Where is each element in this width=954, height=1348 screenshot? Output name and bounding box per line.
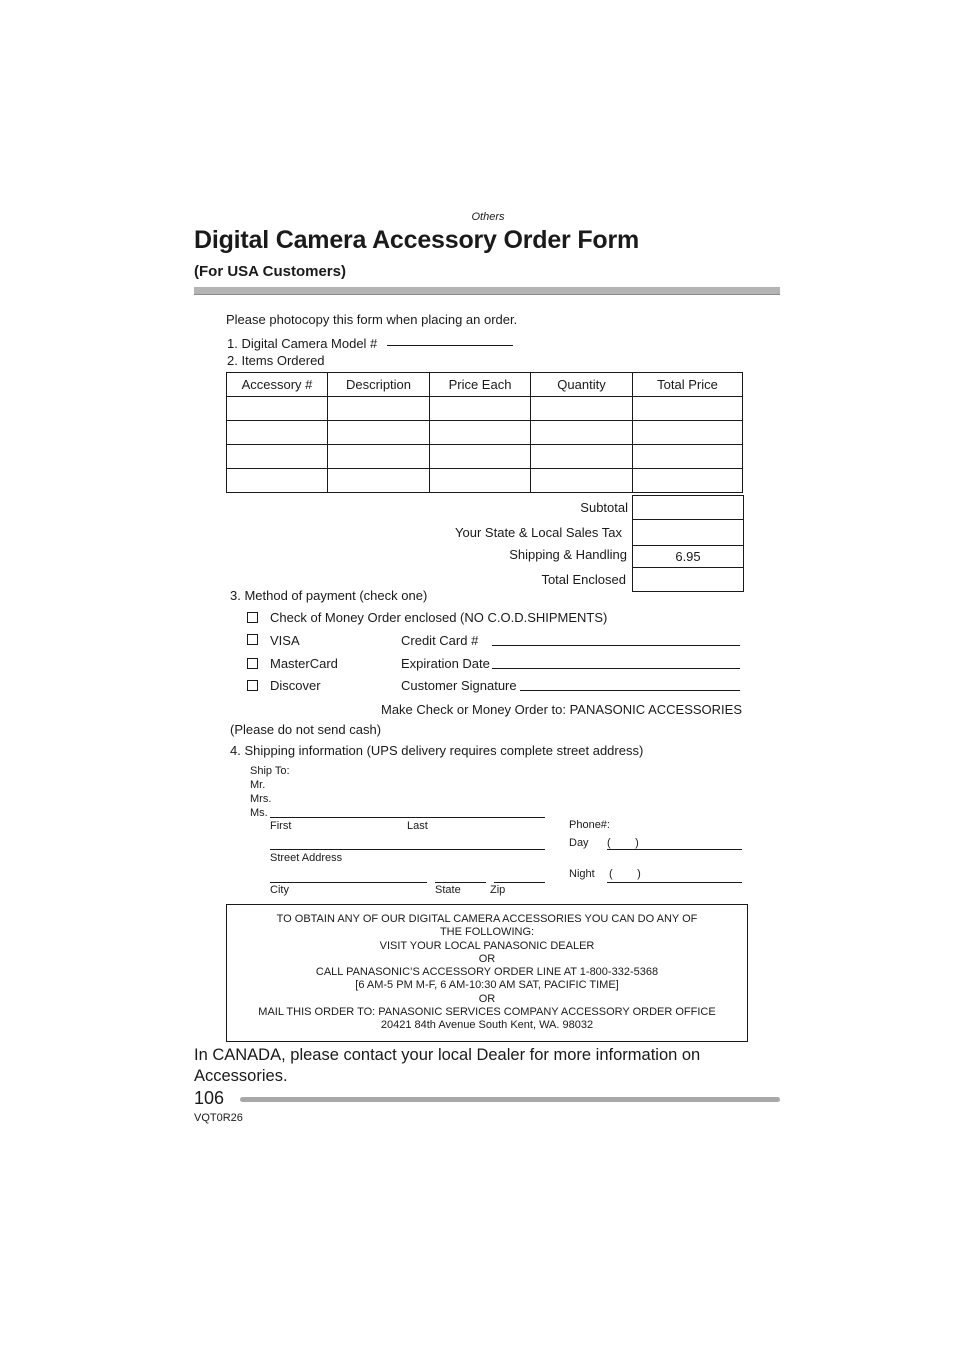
- document-code: VQT0R26: [194, 1112, 243, 1124]
- title-mrs: Mrs.: [250, 793, 272, 805]
- table-row: [227, 469, 743, 493]
- table-cell[interactable]: [531, 421, 633, 445]
- table-cell[interactable]: [430, 397, 531, 421]
- info-line: CALL PANASONIC’S ACCESSORY ORDER LINE AT 1-800-332-5368: [315, 966, 659, 979]
- title-mr: Mr.: [250, 779, 266, 791]
- table-cell[interactable]: [633, 397, 743, 421]
- table-cell[interactable]: [227, 397, 328, 421]
- col-price-each: Price Each: [430, 373, 531, 397]
- col-quantity: Quantity: [531, 373, 633, 397]
- info-line: 20421 84th Avenue South Kent, WA. 98032: [380, 1019, 594, 1032]
- page-title: Digital Camera Accessory Order Form: [194, 226, 640, 254]
- first-name-label: First: [270, 820, 292, 832]
- table-cell[interactable]: [328, 421, 430, 445]
- table-row: [227, 397, 743, 421]
- info-line: VISIT YOUR LOCAL PANASONIC DEALER: [379, 939, 595, 952]
- table-cell[interactable]: [633, 421, 743, 445]
- table-cell[interactable]: [430, 445, 531, 469]
- items-table: [226, 372, 743, 493]
- subtotal-box[interactable]: [632, 495, 744, 520]
- subtotal-label: Subtotal: [580, 500, 628, 515]
- shipping-label: Shipping & Handling: [509, 547, 627, 562]
- footer-rule: [240, 1097, 780, 1102]
- credit-card-label: Credit Card #: [401, 633, 479, 648]
- night-phone-field[interactable]: [607, 882, 742, 883]
- day-phone-field[interactable]: [607, 849, 742, 850]
- no-cash-note: (Please do not send cash): [230, 722, 382, 737]
- table-cell[interactable]: [227, 421, 328, 445]
- total-box[interactable]: [632, 567, 744, 592]
- page-number: 106: [194, 1088, 225, 1108]
- night-phone-label: Night: [569, 868, 595, 880]
- info-line: MAIL THIS ORDER TO: PANASONIC SERVICES COMPANY ACCESSORY ORDER OFFICE: [258, 1006, 716, 1019]
- expiration-date-field[interactable]: [492, 668, 740, 669]
- info-line: THE FOLLOWING:: [439, 926, 535, 939]
- model-field[interactable]: [387, 345, 513, 346]
- night-phone-paren: ( ): [609, 868, 641, 880]
- table-row: [227, 421, 743, 445]
- customer-signature-label: Customer Signature: [401, 678, 517, 693]
- section-label: Others: [471, 211, 505, 223]
- zip-field[interactable]: [494, 882, 545, 883]
- tax-label: Your State & Local Sales Tax: [455, 525, 622, 540]
- visa-label: VISA: [270, 633, 300, 648]
- check-money-order-label: Check of Money Order enclosed (NO C.O.D.SHIPMENTS): [270, 610, 608, 625]
- discover-label: Discover: [270, 678, 321, 693]
- table-cell[interactable]: [328, 397, 430, 421]
- tax-box[interactable]: [632, 519, 744, 546]
- check-money-order-checkbox[interactable]: [247, 612, 258, 623]
- info-line: [6 AM-5 PM M-F, 6 AM-10:30 AM SAT, PACIFIC TIME]: [355, 979, 619, 992]
- table-cell[interactable]: [227, 445, 328, 469]
- mastercard-label: MasterCard: [270, 656, 338, 671]
- table-cell[interactable]: [531, 397, 633, 421]
- info-line: OR: [478, 952, 496, 965]
- col-total-price: Total Price: [633, 373, 743, 397]
- street-address-field[interactable]: [270, 849, 545, 850]
- ordering-info-box: [226, 904, 748, 1042]
- col-description: Description: [328, 373, 430, 397]
- table-header-row: [227, 373, 743, 397]
- table-row: [227, 445, 743, 469]
- payment-label: 3. Method of payment (check one): [230, 588, 428, 603]
- page-subtitle: (For USA Customers): [194, 263, 346, 280]
- title-rule: [194, 287, 780, 295]
- city-label: City: [270, 884, 289, 896]
- photocopy-note: Please photocopy this form when placing an order.: [226, 312, 518, 327]
- table-cell[interactable]: [430, 469, 531, 493]
- table-cell[interactable]: [633, 445, 743, 469]
- mastercard-checkbox[interactable]: [247, 658, 258, 669]
- table-cell[interactable]: [328, 469, 430, 493]
- model-label: 1. Digital Camera Model #: [227, 336, 378, 351]
- info-line: OR: [478, 992, 496, 1005]
- table-cell[interactable]: [227, 469, 328, 493]
- state-field[interactable]: [435, 882, 486, 883]
- discover-checkbox[interactable]: [247, 680, 258, 691]
- state-label: State: [435, 884, 461, 896]
- zip-label: Zip: [490, 884, 506, 896]
- customer-signature-field[interactable]: [520, 690, 740, 691]
- credit-card-field[interactable]: [492, 645, 740, 646]
- city-field[interactable]: [270, 882, 427, 883]
- visa-checkbox[interactable]: [247, 634, 258, 645]
- canada-note: In CANADA, please contact your local Dealer for more information on Accessories.: [194, 1046, 701, 1085]
- shipping-value: 6.95: [632, 545, 744, 568]
- day-phone-paren: ( ): [607, 837, 639, 849]
- items-label: 2. Items Ordered: [227, 353, 325, 368]
- last-name-label: Last: [407, 820, 428, 832]
- table-cell[interactable]: [531, 445, 633, 469]
- phone-label: Phone#:: [569, 819, 610, 831]
- table-cell[interactable]: [430, 421, 531, 445]
- table-cell[interactable]: [633, 469, 743, 493]
- table-cell[interactable]: [531, 469, 633, 493]
- table-cell[interactable]: [328, 445, 430, 469]
- info-line: TO OBTAIN ANY OF OUR DIGITAL CAMERA ACCESSORIES YOU CAN DO ANY OF: [276, 913, 698, 925]
- expiration-date-label: Expiration Date: [401, 656, 490, 671]
- name-field[interactable]: [270, 817, 545, 818]
- day-phone-label: Day: [569, 837, 589, 849]
- total-label: Total Enclosed: [541, 572, 626, 587]
- street-address-label: Street Address: [270, 852, 343, 864]
- title-ms: Ms.: [250, 807, 268, 819]
- col-accessory: Accessory #: [227, 373, 328, 397]
- ship-to-label: Ship To:: [250, 765, 290, 777]
- shipping-info-label: 4. Shipping information (UPS delivery requires complete street address): [230, 743, 644, 758]
- payable-to: Make Check or Money Order to: PANASONIC ACCESSORIES: [381, 702, 742, 717]
